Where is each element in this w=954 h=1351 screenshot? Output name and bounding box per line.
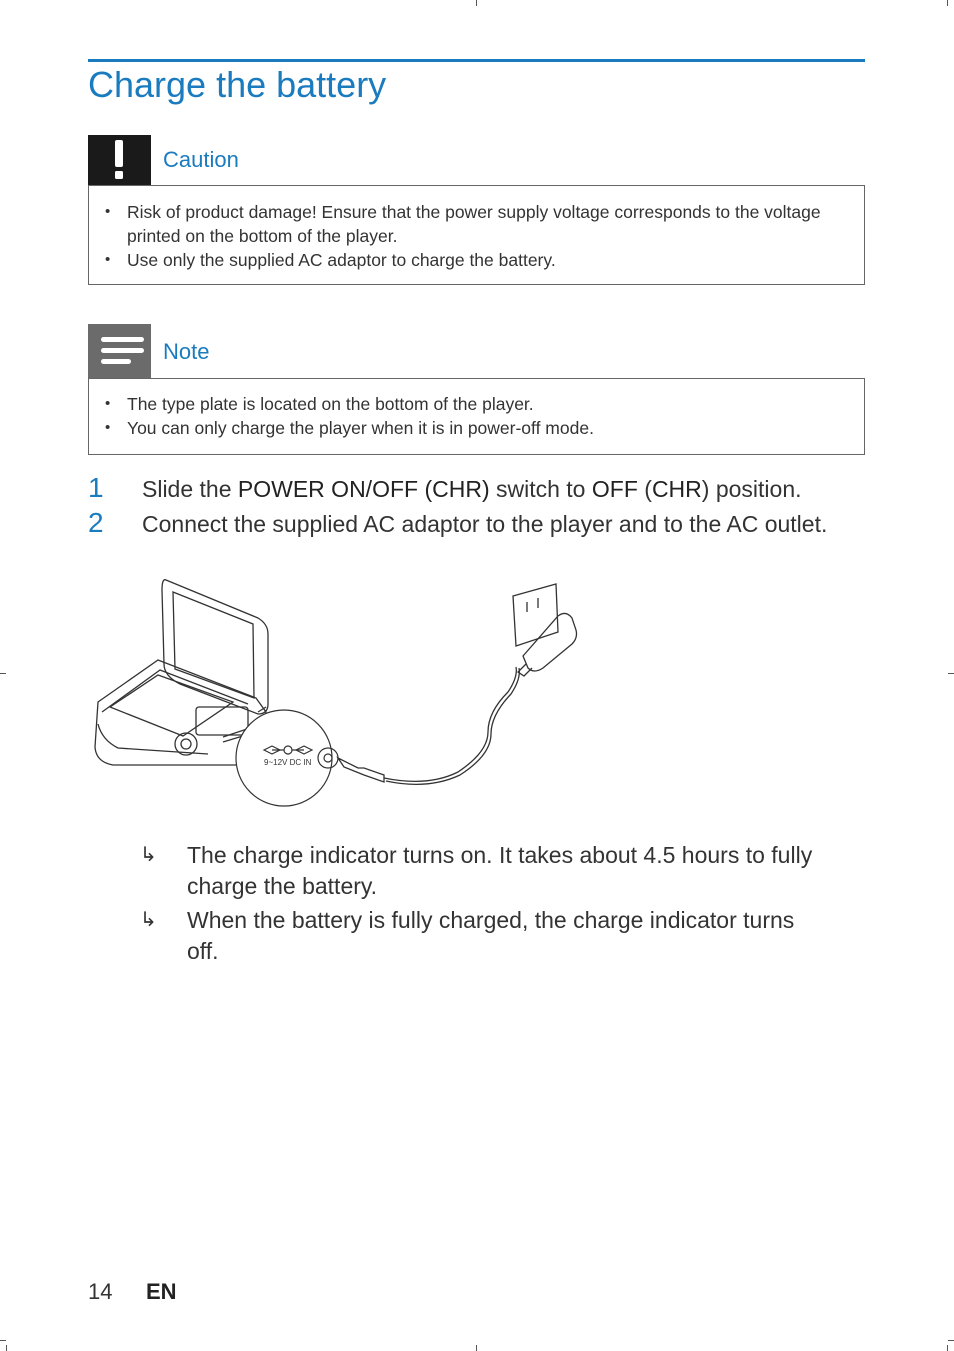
step-text-part: ) position. [701, 476, 802, 502]
step-number: 2 [88, 507, 104, 538]
dc-input-label: 9~12V DC IN [264, 758, 312, 767]
step-text-part: Slide the [142, 476, 238, 502]
step-text-part: ( [637, 476, 652, 502]
note-notice [88, 324, 865, 455]
step-text [142, 476, 802, 503]
exclamation-icon [88, 135, 151, 185]
note-list [127, 392, 844, 440]
note-item: • The type plate is located on the bottom of the player. [127, 392, 844, 416]
language-code: EN [146, 1279, 177, 1304]
caution-list [127, 200, 844, 272]
dc-jack-zoom [236, 707, 338, 806]
result-arrow-icon: ↳ [140, 844, 157, 866]
crop-mark [476, 1345, 477, 1351]
crop-mark [947, 0, 948, 6]
step-1 [88, 472, 888, 510]
caution-item: • Risk of product damage! Ensure that the power supply voltage corresponds to the voltage printed on the bottom of the player. [127, 200, 844, 248]
result-text: The charge indicator turns on. It takes about 4.5 hours to fully charge the battery. [187, 842, 813, 899]
note-label: Note [163, 339, 210, 364]
crop-mark [947, 1345, 948, 1351]
crop-mark [948, 673, 954, 674]
result-2 [140, 905, 840, 964]
note-item: • You can only charge the player when it is in power-off mode. [127, 416, 844, 440]
crop-mark [948, 1340, 954, 1341]
result-arrow-icon: ↳ [140, 909, 157, 931]
note-box [88, 378, 865, 455]
crop-mark [0, 1340, 6, 1341]
step-text-part: switch to [489, 476, 592, 502]
switch-position: OFF [591, 476, 638, 502]
adaptor-cable [338, 667, 519, 784]
switch-name: POWER ON/OFF (CHR) [237, 476, 490, 502]
caution-header [88, 135, 865, 185]
step-2 [88, 507, 888, 545]
wall-socket-illustration [513, 584, 577, 676]
caution-label: Caution [163, 147, 239, 172]
page-number: 14 [88, 1279, 113, 1304]
charging-illustration [88, 572, 588, 807]
crop-mark [0, 673, 6, 674]
page-title: Charge the battery [88, 64, 387, 105]
step-number: 1 [88, 472, 104, 503]
step-text: Connect the supplied AC adaptor to the player and to the AC outlet. [142, 511, 828, 537]
crop-mark [6, 1345, 7, 1351]
switch-position-alt: CHR [651, 476, 702, 502]
caution-item: • Use only the supplied AC adaptor to charge the battery. [127, 248, 844, 272]
result-text: When the battery is fully charged, the charge indicator turns off. [187, 907, 795, 964]
caution-box [88, 185, 865, 285]
crop-mark [476, 0, 477, 6]
caution-notice [88, 135, 865, 285]
result-1 [140, 840, 840, 902]
note-lines-icon [88, 324, 151, 378]
note-header [88, 324, 865, 378]
title-rule [88, 59, 865, 62]
